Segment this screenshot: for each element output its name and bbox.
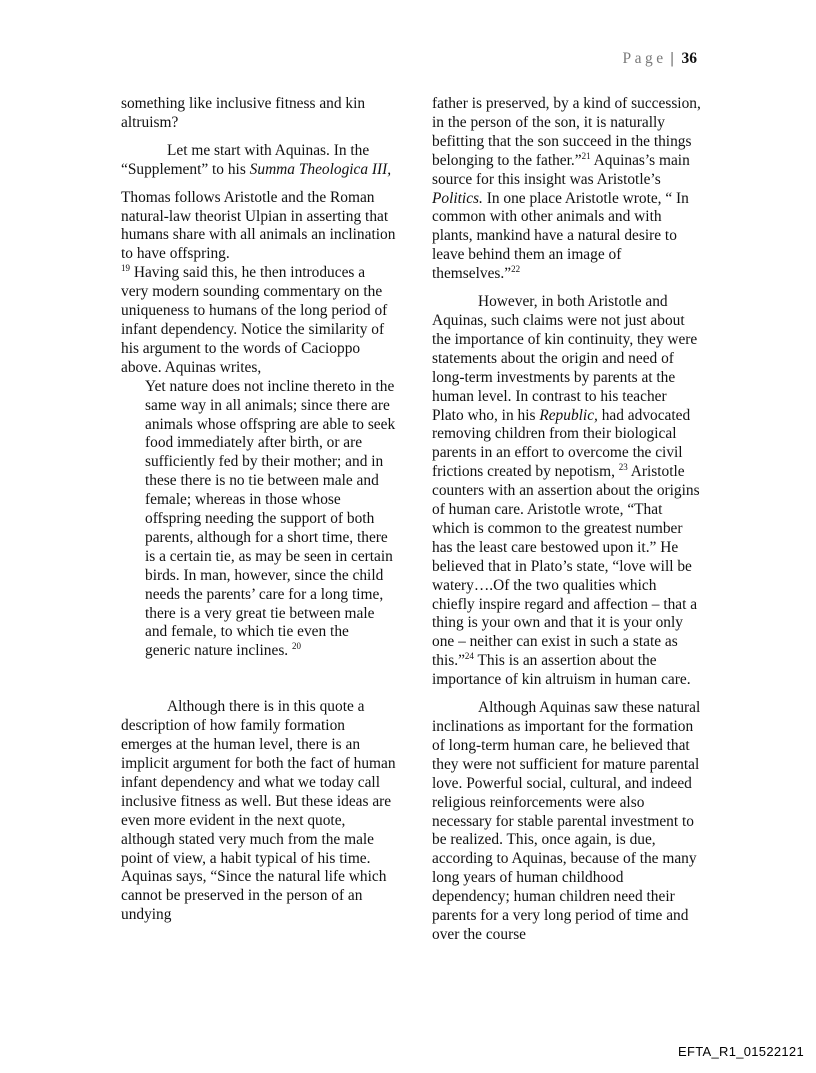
footnote-marker: 20 <box>292 641 302 652</box>
quote-text: Yet nature does not incline thereto in the same way in all animals; since there are animals whose offspring are able to seek food immediately after birth, or are sufficiently fed by their mother; and in these there is no tie between male and female; whereas in those whose offspring needing the support of both parents, although for a short time, there is a certain tie, as may be seen in certain birds. In man, however, since the child needs the parents’ care for a long time, there is a very great tie between male and female, to which tie even the generic nature inclines. <box>145 377 396 660</box>
paragraph <box>432 95 702 284</box>
paragraph <box>121 142 396 180</box>
book-title: Republic, <box>539 406 598 424</box>
left-column <box>121 95 396 934</box>
paragraph <box>432 293 702 690</box>
paragraph-text: Although there is in this quote a description of how family formation emerges at the human level, there is an implicit argument for both the fact of human infant dependency and what we today call inclusive fitness as well. But these ideas are even more evident in the next quote, although stated very much from the male point of view, a habit typical of his time. Aquinas says, “Since the natural life which cannot be preserved in the person of an undying <box>121 698 396 924</box>
right-column <box>432 95 702 954</box>
paragraph-text: Having said this, he then introduces a very modern sounding commentary on the uniqueness to humans of the long period of infant dependency. Notice the similarity of his argument to the words of Cacioppo above. Aquinas writes, <box>121 264 388 376</box>
page-separator: | <box>670 50 674 67</box>
paragraph-text: had advocated removing children from their biological parents in an effort to overcome the civil frictions created by nepotism, <box>432 406 691 481</box>
footnote-marker: 22 <box>511 264 521 275</box>
page-number: 36 <box>681 50 697 67</box>
paragraph-text: Aquinas’s main source for this insight was Aristotle’s <box>432 151 690 188</box>
page-label: Page <box>622 50 667 67</box>
footnote-marker: 23 <box>618 462 628 473</box>
paragraph-text: father is preserved, by a kind of succession, in the person of the son, it is naturally befitting that the son succeed in the things belonging to the father.” <box>432 95 701 169</box>
paragraph-text: Thomas follows Aristotle and the Roman natural-law theorist Ulpian in asserting that humans share with all animals an inclination to have offspring. <box>121 188 396 263</box>
footnote-marker: 19 <box>121 263 130 274</box>
paragraph-text: Although Aquinas saw these natural inclinations as important for the formation of long-term human care, he believed that they were not sufficient for mature parental love. Powerful social, cultural, and indeed religious reinforcements were also necessary for stable parental investment to be realized. This, once again, is due, according to Aquinas, because of the many long years of human childhood dependency; human children need their parents for a very long period of time and over the course <box>432 699 701 943</box>
paragraph-text: Let me start with Aquinas. In the “Supplement” to his <box>121 141 370 178</box>
paragraph <box>121 95 396 133</box>
book-title: Summa Theologica III, <box>249 160 392 178</box>
paragraph-text: Aristotle counters with an assertion about the origins of human care. Aristotle wrote, “That which is common to the greatest number has the least care bestowed upon it.” He believed that in Plato’s state, “love will be watery….Of the two qualities which chiefly inspire regard and affection – that a thing is your own and that it is your only one – neither can exist in such a state as this.” <box>432 463 700 670</box>
book-title: Politics. <box>432 189 483 207</box>
paragraph <box>121 189 396 378</box>
page-header <box>623 50 698 68</box>
spacer <box>121 661 396 698</box>
paragraph-text: This is an assertion about the importance of kin altruism in human care. <box>432 652 691 689</box>
footnote-marker: 21 <box>581 150 591 161</box>
footnote-marker: 24 <box>464 651 474 662</box>
paragraph-text: In one place Aristotle wrote, “ In common with other animals and with plants, mankind have a natural desire to leave behind them an image of themselves.” <box>432 189 689 283</box>
paragraph-text: something like inclusive fitness and kin altruism? <box>121 95 366 131</box>
paragraph <box>121 698 396 925</box>
paragraph-text: However, in both Aristotle and Aquinas, such claims were not just about the importance of kin continuity, they were statements about the origin and need of long-term investments by parents at the human level. In contrast to his teacher Plato who, in his <box>432 293 698 424</box>
document-id: EFTA_R1_01522121 <box>678 1044 804 1059</box>
paragraph <box>432 699 702 945</box>
block-quote <box>145 378 396 662</box>
